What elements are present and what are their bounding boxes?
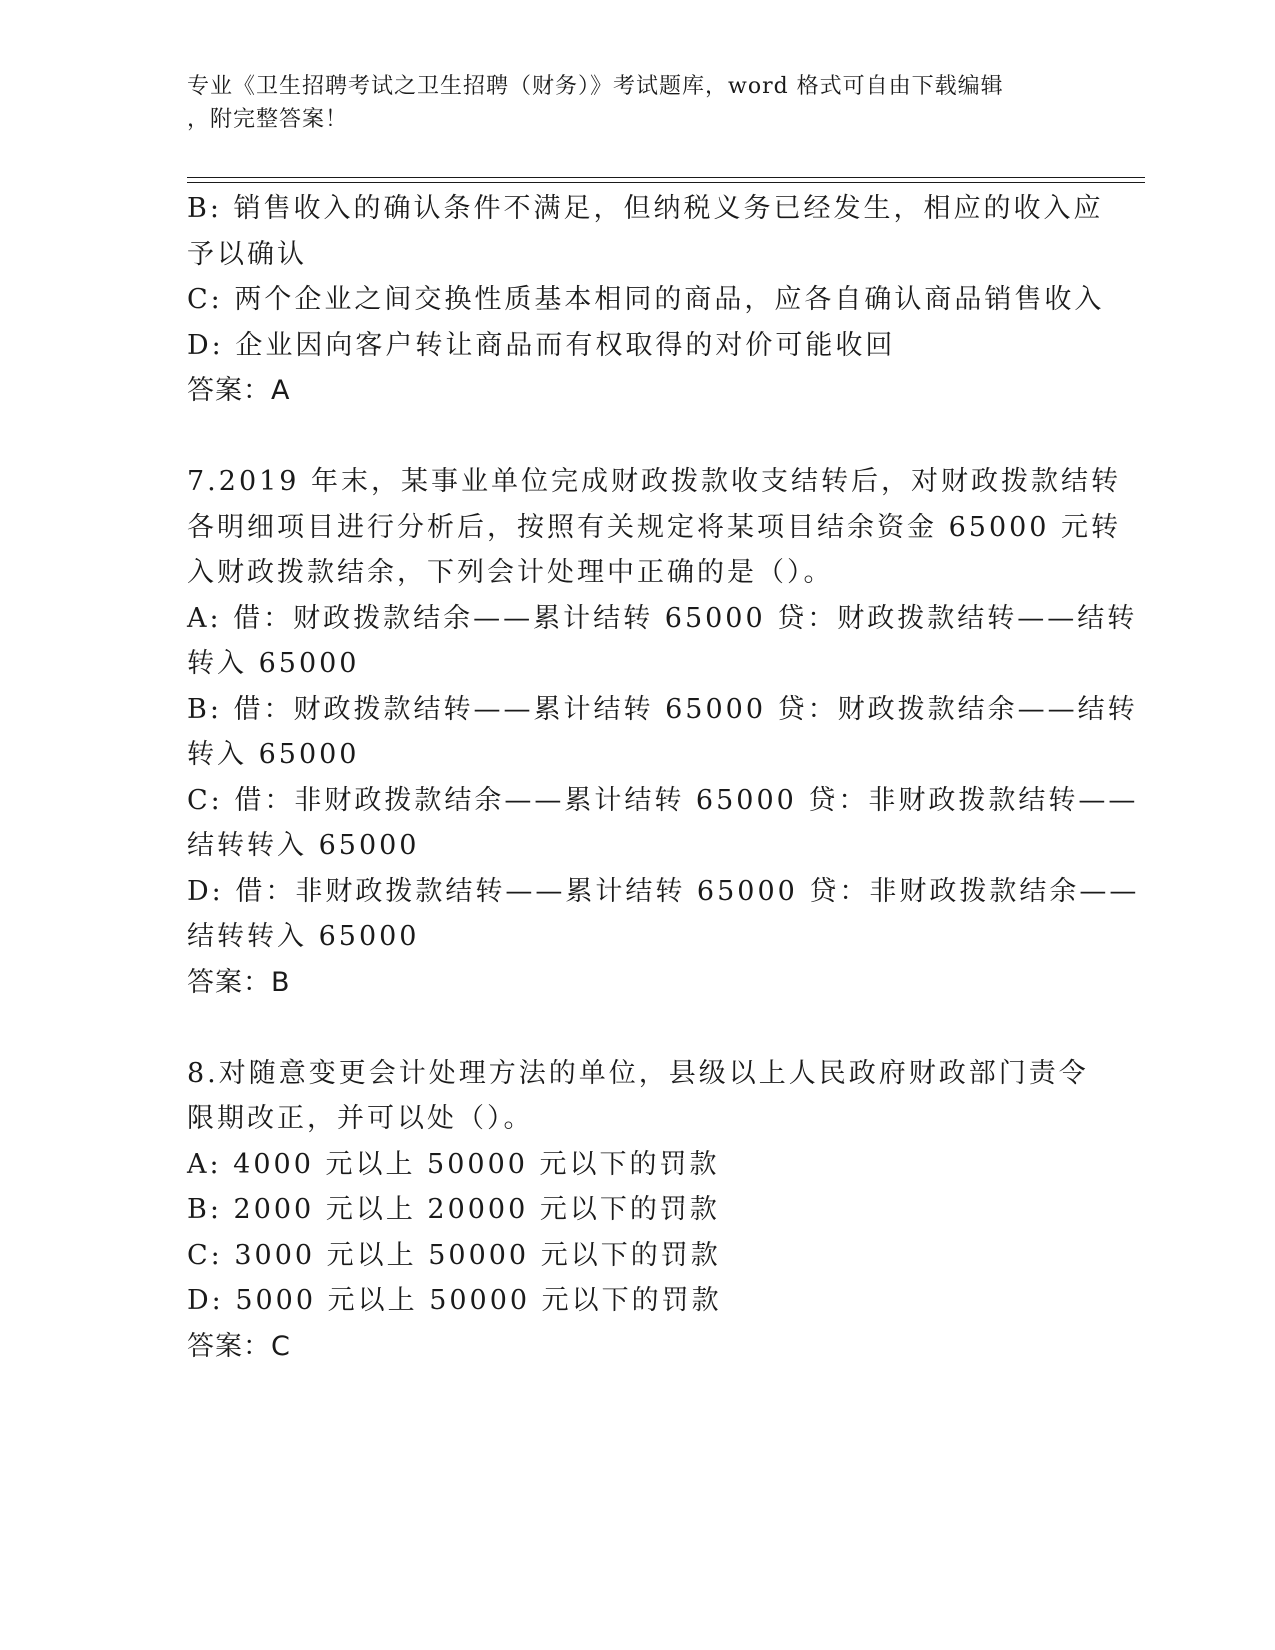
page-header	[187, 70, 1067, 136]
question-7	[187, 459, 1140, 1005]
header-line-1: 专业《卫生招聘考试之卫生招聘（财务）》考试题库，word 格式可自由下载编辑	[187, 74, 1004, 99]
q6-option-b-line-2: 予以确认	[187, 238, 307, 270]
q7-option-d-line-2: 结转转入 65000	[187, 921, 420, 952]
q7-option-d-line-1: D: 借：非财政拨款结转——累计结转 65000 贷：非财政拨款结余——	[187, 875, 1140, 907]
header-line-2: ，附完整答案！	[187, 107, 349, 132]
q6-option-d: D: 企业因向客户转让商品而有权取得的对价可能收回	[187, 329, 896, 361]
q8-stem-line-1: 8.对随意变更会计处理方法的单位，县级以上人民政府财政部门责令	[187, 1057, 1089, 1089]
q7-stem-line-1: 7.2019 年末，某事业单位完成财政拨款收支结转后，对财政拨款结转	[187, 466, 1122, 497]
q8-option-c: C: 3000 元以上 50000 元以下的罚款	[187, 1239, 721, 1271]
spacer	[187, 414, 1087, 460]
q6-answer: 答案：A	[187, 375, 291, 406]
q8-option-d: D: 5000 元以上 50000 元以下的罚款	[187, 1285, 722, 1316]
q8-option-b: B: 2000 元以上 20000 元以下的罚款	[187, 1194, 720, 1225]
q7-option-a-line-2: 转入 65000	[187, 648, 360, 679]
question-6	[187, 186, 1105, 414]
spacer	[187, 1005, 1087, 1051]
document-body	[187, 186, 1140, 1369]
header-divider-top	[187, 177, 1145, 178]
q6-option-b-line-1: B: 销售收入的确认条件不满足，但纳税义务已经发生，相应的收入应	[187, 193, 1104, 224]
q7-option-c-line-1: C: 借：非财政拨款结余——累计结转 65000 贷：非财政拨款结转——	[187, 784, 1139, 816]
q7-answer: 答案：B	[187, 966, 291, 998]
q6-option-c: C: 两个企业之间交换性质基本相同的商品，应各自确认商品销售收入	[187, 284, 1105, 315]
header-divider-bottom	[187, 182, 1145, 183]
q7-option-b-line-1: B: 借：财政拨款结转——累计结转 65000 贷：财政拨款结余——结转	[187, 693, 1138, 725]
question-8	[187, 1051, 1087, 1370]
q7-stem-line-2: 各明细项目进行分析后，按照有关规定将某项目结余资金 65000 元转	[187, 511, 1122, 543]
q7-option-c-line-2: 结转转入 65000	[187, 830, 420, 861]
q8-stem-line-2: 限期改正，并可以处（）。	[187, 1103, 534, 1134]
q7-option-a-line-1: A: 借：财政拨款结余——累计结转 65000 贷：财政拨款结转——结转	[187, 602, 1138, 634]
q7-stem-line-3: 入财政拨款结余，下列会计处理中正确的是（）。	[187, 557, 834, 588]
q8-answer: 答案：C	[187, 1330, 291, 1362]
q8-option-a: A: 4000 元以上 50000 元以下的罚款	[187, 1148, 720, 1180]
q7-option-b-line-2: 转入 65000	[187, 739, 360, 770]
